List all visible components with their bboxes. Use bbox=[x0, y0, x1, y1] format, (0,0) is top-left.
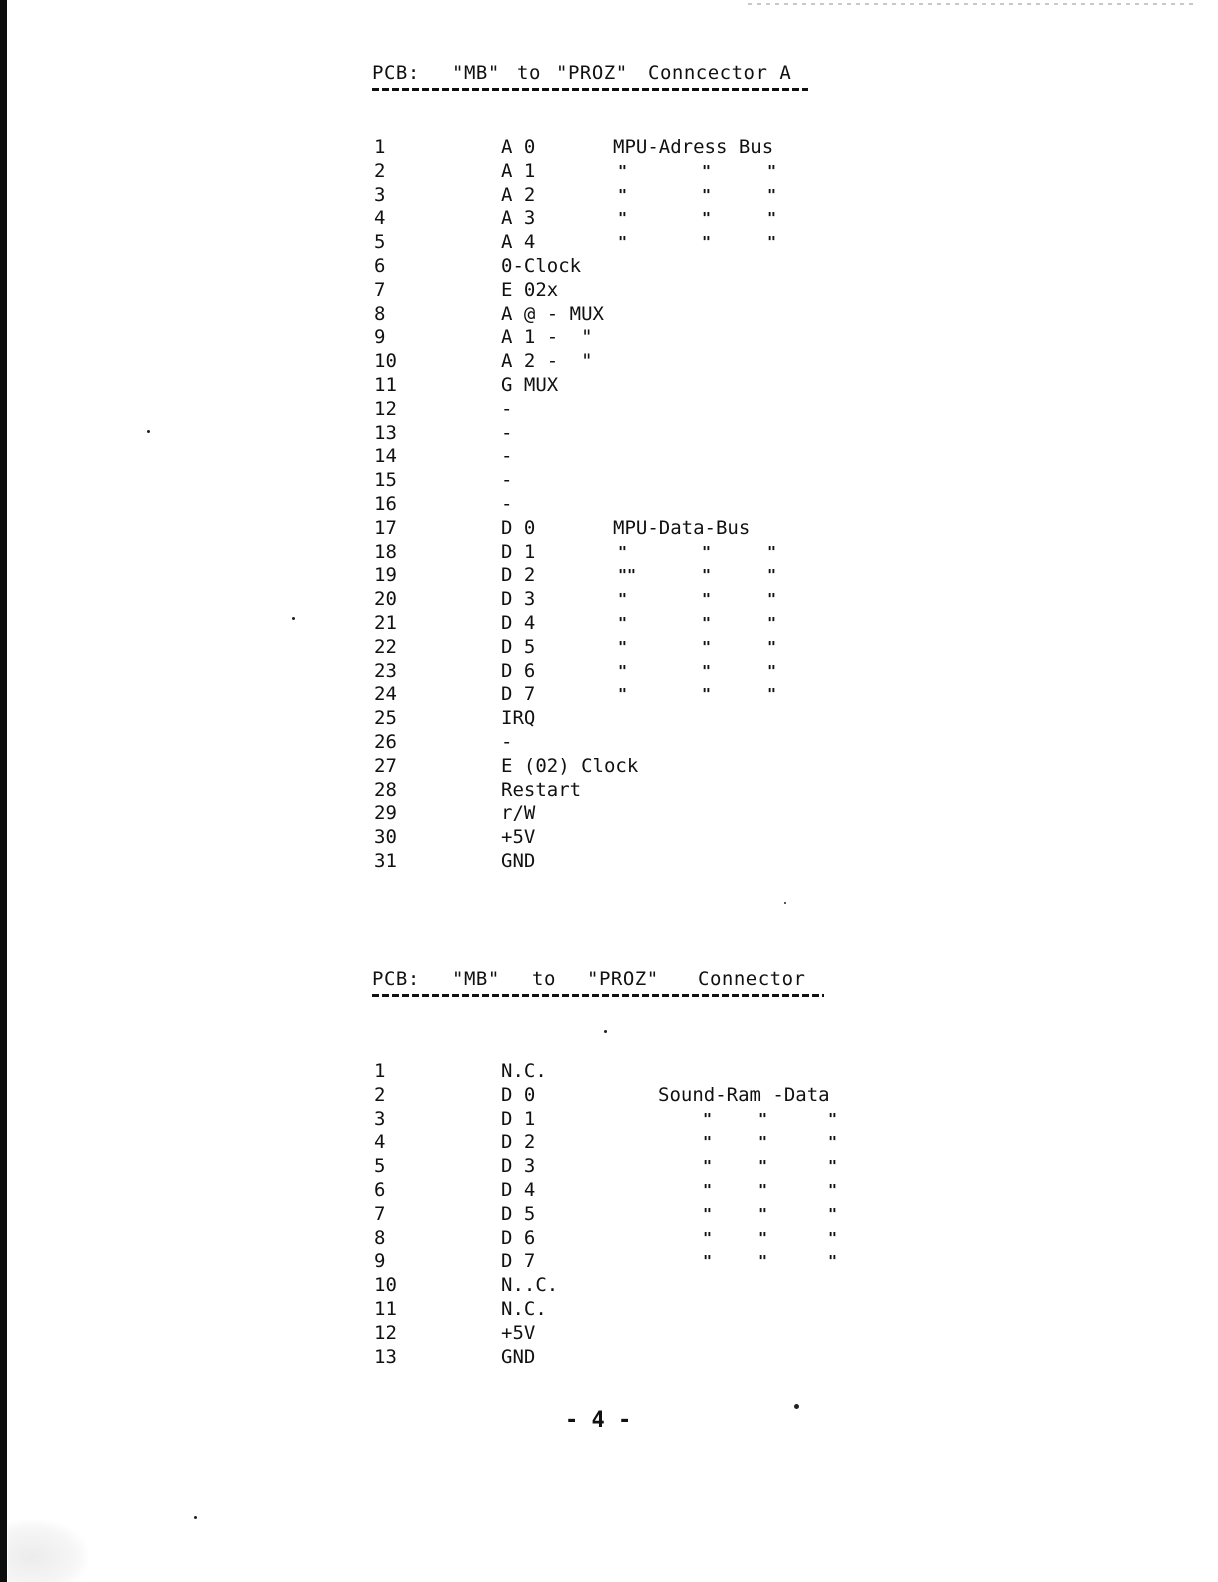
pin-signal: D 6 bbox=[501, 659, 536, 682]
ditto-mark: " bbox=[702, 661, 712, 680]
ditto-mark: " bbox=[767, 613, 777, 632]
pin-signal: N.C. bbox=[501, 1060, 547, 1082]
pin-row bbox=[372, 445, 892, 469]
ditto-mark: " bbox=[618, 685, 628, 704]
scan-smudge bbox=[8, 1520, 88, 1582]
pin-number: 1 bbox=[374, 136, 386, 158]
pin-row bbox=[372, 707, 892, 731]
pin-number: 6 bbox=[374, 254, 386, 277]
pin-signal: - bbox=[501, 730, 513, 753]
scan-noise bbox=[748, 3, 1198, 5]
pin-signal: D 5 bbox=[501, 1202, 536, 1225]
pin-number: 24 bbox=[374, 683, 397, 706]
pin-row bbox=[372, 779, 892, 803]
ditto-mark: " bbox=[702, 685, 712, 704]
pin-number: 12 bbox=[374, 397, 397, 420]
ditto-mark: " bbox=[618, 637, 628, 656]
pin-row bbox=[372, 136, 892, 160]
ditto-mark: " bbox=[702, 161, 712, 180]
pin-number: 4 bbox=[374, 1131, 386, 1154]
pin-signal: A 0 bbox=[501, 136, 536, 158]
pin-number: 23 bbox=[374, 659, 397, 682]
title-connector: Connector bbox=[698, 968, 806, 990]
pin-number: 12 bbox=[374, 1321, 397, 1344]
ditto-mark: " bbox=[828, 1133, 838, 1152]
pin-signal: E 02x bbox=[501, 278, 559, 301]
pin-row bbox=[372, 398, 892, 422]
ditto-mark: " bbox=[828, 1228, 838, 1247]
pin-signal: IRQ bbox=[501, 707, 536, 730]
ditto-mark: " bbox=[828, 1109, 838, 1128]
pin-row bbox=[372, 326, 892, 350]
pin-number: 21 bbox=[374, 611, 397, 634]
pin-signal: - bbox=[501, 445, 513, 468]
pin-row bbox=[372, 1346, 892, 1370]
ditto-mark: " bbox=[767, 185, 777, 204]
pin-row bbox=[372, 184, 892, 208]
pin-signal: - bbox=[501, 397, 513, 420]
pin-signal: - bbox=[501, 492, 513, 515]
page-number: - 4 - bbox=[565, 1408, 632, 1433]
pin-row bbox=[372, 636, 892, 660]
pin-row bbox=[372, 1274, 892, 1298]
title-from: "MB" bbox=[452, 968, 500, 990]
ditto-mark: " bbox=[767, 637, 777, 656]
pin-row bbox=[372, 350, 892, 374]
ditto-mark: "" bbox=[618, 566, 637, 585]
scan-speck bbox=[194, 1516, 197, 1519]
ditto-mark: " bbox=[758, 1109, 768, 1128]
pin-number: 20 bbox=[374, 588, 397, 611]
pin-row bbox=[372, 1250, 892, 1274]
pin-signal: D 2 bbox=[501, 1131, 536, 1154]
pin-row bbox=[372, 231, 892, 255]
pin-signal: D 1 bbox=[501, 540, 536, 563]
pin-signal: D 0 bbox=[501, 516, 536, 539]
pin-list bbox=[372, 136, 892, 874]
ditto-mark: " bbox=[702, 590, 712, 609]
ditto-mark: " bbox=[703, 1109, 713, 1128]
pin-signal: D 0 bbox=[501, 1083, 536, 1106]
ditto-mark: " bbox=[767, 590, 777, 609]
ditto-mark: " bbox=[703, 1157, 713, 1176]
ditto-mark: " bbox=[618, 161, 628, 180]
title-pcb: PCB: bbox=[372, 968, 420, 990]
ditto-mark: " bbox=[758, 1133, 768, 1152]
pin-row bbox=[372, 588, 892, 612]
ditto-mark: " bbox=[828, 1157, 838, 1176]
pin-number: 15 bbox=[374, 469, 397, 492]
pin-number: 6 bbox=[374, 1178, 386, 1201]
ditto-mark: " bbox=[703, 1252, 713, 1271]
pin-row bbox=[372, 755, 892, 779]
pin-description: MPU-Data-Bus bbox=[613, 516, 751, 539]
pin-row bbox=[372, 207, 892, 231]
pin-signal: D 3 bbox=[501, 1155, 536, 1178]
pin-row bbox=[372, 517, 892, 541]
pin-signal: N.C. bbox=[501, 1297, 547, 1320]
pin-signal: D 1 bbox=[501, 1107, 536, 1130]
pin-signal: - bbox=[501, 421, 513, 444]
pin-number: 10 bbox=[374, 1274, 397, 1297]
ditto-mark: " bbox=[618, 542, 628, 561]
ditto-mark: " bbox=[758, 1180, 768, 1199]
pin-signal: GND bbox=[501, 1345, 536, 1368]
pin-signal: r/W bbox=[501, 802, 536, 825]
pin-row bbox=[372, 1322, 892, 1346]
ditto-mark: " bbox=[828, 1180, 838, 1199]
pin-row bbox=[372, 1108, 892, 1132]
pin-row bbox=[372, 422, 892, 446]
pin-row bbox=[372, 1179, 892, 1203]
ditto-mark: " bbox=[618, 209, 628, 228]
connector-a-section bbox=[372, 60, 808, 872]
ditto-mark: " bbox=[767, 542, 777, 561]
pin-signal: D 6 bbox=[501, 1226, 536, 1249]
title-to-word: to bbox=[532, 968, 556, 990]
pin-signal: A 4 bbox=[501, 231, 536, 254]
pin-signal: D 5 bbox=[501, 635, 536, 658]
pin-signal: 0-Clock bbox=[501, 254, 582, 277]
pin-row bbox=[372, 493, 892, 517]
ditto-mark: " bbox=[702, 613, 712, 632]
pin-row bbox=[372, 1155, 892, 1179]
pin-row bbox=[372, 279, 892, 303]
ditto-mark: " bbox=[702, 209, 712, 228]
title-to-word: to bbox=[517, 62, 541, 84]
ditto-mark: " bbox=[767, 161, 777, 180]
pin-number: 13 bbox=[374, 1345, 397, 1368]
pin-number: 7 bbox=[374, 1202, 386, 1225]
pin-number: 2 bbox=[374, 1083, 386, 1106]
ditto-mark: " bbox=[618, 613, 628, 632]
pin-number: 17 bbox=[374, 516, 397, 539]
ditto-mark: " bbox=[703, 1228, 713, 1247]
ditto-mark: " bbox=[618, 590, 628, 609]
ditto-mark: " bbox=[702, 542, 712, 561]
pin-signal: D 2 bbox=[501, 564, 536, 587]
pin-list bbox=[372, 1060, 892, 1369]
title-underline bbox=[372, 88, 808, 91]
ditto-mark: " bbox=[758, 1252, 768, 1271]
pin-row bbox=[372, 564, 892, 588]
ditto-mark: " bbox=[702, 566, 712, 585]
pin-row bbox=[372, 1131, 892, 1155]
ditto-mark: " bbox=[767, 685, 777, 704]
ditto-mark: " bbox=[618, 233, 628, 252]
pin-signal: A 2 bbox=[501, 183, 536, 206]
scan-speck bbox=[147, 430, 150, 433]
ditto-mark: " bbox=[702, 233, 712, 252]
pin-number: 10 bbox=[374, 350, 397, 373]
pin-signal: GND bbox=[501, 849, 536, 872]
ditto-mark: " bbox=[828, 1204, 838, 1223]
pin-row bbox=[372, 826, 892, 850]
pin-row bbox=[372, 255, 892, 279]
pin-number: 11 bbox=[374, 373, 397, 396]
pin-number: 16 bbox=[374, 492, 397, 515]
pin-number: 7 bbox=[374, 278, 386, 301]
pin-row bbox=[372, 469, 892, 493]
pin-row bbox=[372, 1060, 892, 1084]
pin-description: MPU-Adress Bus bbox=[613, 136, 774, 158]
pin-signal: A 1 bbox=[501, 159, 536, 182]
pin-signal: D 7 bbox=[501, 1250, 536, 1273]
ditto-mark: " bbox=[767, 661, 777, 680]
title-from: "MB" bbox=[452, 62, 500, 84]
pin-row bbox=[372, 1203, 892, 1227]
ditto-mark: " bbox=[702, 185, 712, 204]
scan-speck bbox=[292, 617, 295, 620]
pin-row bbox=[372, 160, 892, 184]
pin-row bbox=[372, 541, 892, 565]
pin-signal: D 3 bbox=[501, 588, 536, 611]
pin-signal: E (02) Clock bbox=[501, 754, 639, 777]
pin-number: 3 bbox=[374, 1107, 386, 1130]
pin-row bbox=[372, 1298, 892, 1322]
pin-row bbox=[372, 660, 892, 684]
pin-signal: +5V bbox=[501, 826, 536, 849]
pin-number: 30 bbox=[374, 826, 397, 849]
pin-signal: D 7 bbox=[501, 683, 536, 706]
pin-row bbox=[372, 683, 892, 707]
title-to: "PROZ" bbox=[587, 968, 659, 990]
ditto-mark: " bbox=[758, 1228, 768, 1247]
ditto-mark: " bbox=[703, 1204, 713, 1223]
pin-number: 2 bbox=[374, 159, 386, 182]
connector-b-title bbox=[372, 966, 824, 992]
pin-number: 22 bbox=[374, 635, 397, 658]
pin-row bbox=[372, 850, 892, 874]
pin-signal: G MUX bbox=[501, 373, 559, 396]
pin-number: 13 bbox=[374, 421, 397, 444]
pin-number: 4 bbox=[374, 207, 386, 230]
pin-signal: Restart bbox=[501, 778, 582, 801]
title-to: "PROZ" bbox=[556, 62, 628, 84]
scan-edge bbox=[0, 0, 7, 1582]
scan-speck bbox=[784, 902, 786, 904]
ditto-mark: " bbox=[767, 566, 777, 585]
pin-number: 26 bbox=[374, 730, 397, 753]
pin-number: 5 bbox=[374, 231, 386, 254]
pin-row bbox=[372, 374, 892, 398]
ditto-mark: " bbox=[618, 661, 628, 680]
scan-speck bbox=[604, 1030, 607, 1033]
pin-description: Sound-Ram -Data bbox=[658, 1083, 830, 1106]
ditto-mark: " bbox=[703, 1180, 713, 1199]
pin-number: 28 bbox=[374, 778, 397, 801]
pin-signal: +5V bbox=[501, 1321, 536, 1344]
pin-signal: D 4 bbox=[501, 1178, 536, 1201]
pin-row bbox=[372, 1227, 892, 1251]
pin-number: 3 bbox=[374, 183, 386, 206]
title-underline bbox=[372, 994, 824, 997]
title-pcb: PCB: bbox=[372, 62, 420, 84]
pin-number: 8 bbox=[374, 1226, 386, 1249]
pin-number: 11 bbox=[374, 1297, 397, 1320]
pin-number: 5 bbox=[374, 1155, 386, 1178]
pin-number: 9 bbox=[374, 1250, 386, 1273]
pin-number: 8 bbox=[374, 302, 386, 325]
pin-number: 1 bbox=[374, 1060, 386, 1082]
title-connector: Conncector A bbox=[648, 62, 792, 84]
ditto-mark: " bbox=[702, 637, 712, 656]
pin-signal: - bbox=[501, 469, 513, 492]
pin-number: 31 bbox=[374, 849, 397, 872]
pin-signal: D 4 bbox=[501, 611, 536, 634]
pin-number: 25 bbox=[374, 707, 397, 730]
scan-speck bbox=[794, 1404, 799, 1409]
ditto-mark: " bbox=[767, 233, 777, 252]
pin-signal: A 3 bbox=[501, 207, 536, 230]
pin-signal: A @ - MUX bbox=[501, 302, 604, 325]
pin-row bbox=[372, 1084, 892, 1108]
connector-b-section bbox=[372, 966, 838, 1368]
pin-signal: A 1 - " bbox=[501, 326, 593, 349]
pin-row bbox=[372, 612, 892, 636]
ditto-mark: " bbox=[758, 1157, 768, 1176]
connector-a-title bbox=[372, 60, 808, 86]
pin-number: 9 bbox=[374, 326, 386, 349]
pin-row bbox=[372, 802, 892, 826]
pin-number: 14 bbox=[374, 445, 397, 468]
ditto-mark: " bbox=[618, 185, 628, 204]
pin-number: 29 bbox=[374, 802, 397, 825]
pin-signal: N..C. bbox=[501, 1274, 559, 1297]
ditto-mark: " bbox=[703, 1133, 713, 1152]
ditto-mark: " bbox=[767, 209, 777, 228]
ditto-mark: " bbox=[828, 1252, 838, 1271]
pin-signal: A 2 - " bbox=[501, 350, 593, 373]
pin-row bbox=[372, 731, 892, 755]
pin-number: 27 bbox=[374, 754, 397, 777]
pin-row bbox=[372, 303, 892, 327]
pin-number: 18 bbox=[374, 540, 397, 563]
pin-number: 19 bbox=[374, 564, 397, 587]
ditto-mark: " bbox=[758, 1204, 768, 1223]
